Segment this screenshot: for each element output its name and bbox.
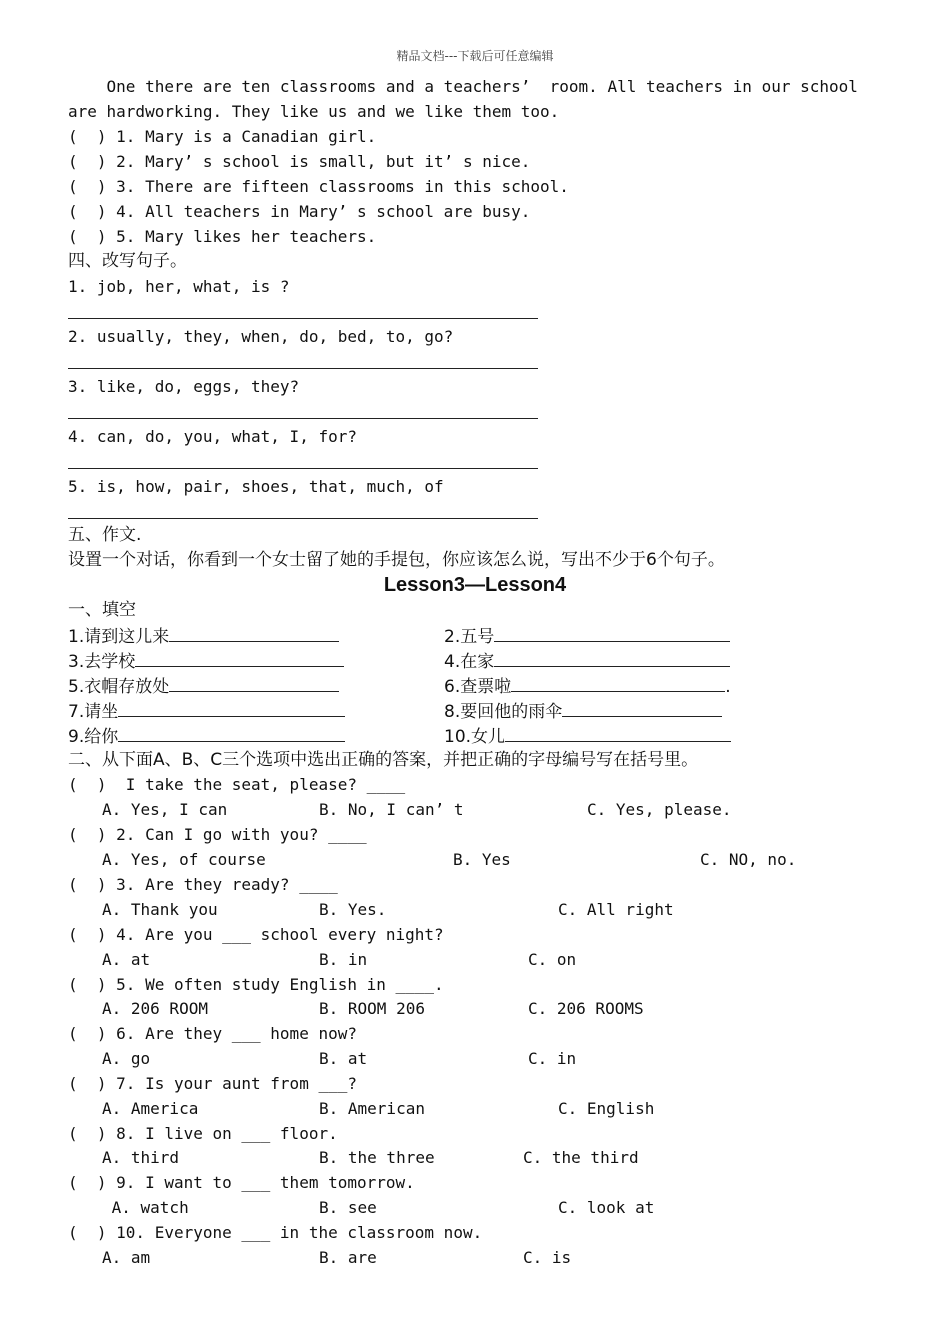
mc-question: ( ) 8. I live on ___ floor.: [68, 1124, 338, 1143]
mc-question: ( ) 4. Are you ___ school every night?: [68, 925, 444, 944]
tf-item: ( ) 2. Mary’ s school is small, but it’ s nice.: [68, 152, 531, 171]
section-heading: 五、作文.: [68, 525, 142, 545]
mc-question: ( ) 5. We often study English in ____.: [68, 975, 444, 994]
passage-line: are hardworking. They like us and we like them too.: [68, 102, 560, 121]
mc-option-a: A. Thank you: [102, 900, 218, 919]
mc-option-b: B. ROOM 206: [319, 999, 425, 1018]
fill-item: 6.查票啦 .: [444, 677, 731, 697]
mc-option-a: A. am: [102, 1248, 151, 1267]
mc-option-a: A. 206 ROOM: [102, 999, 208, 1018]
tf-item: ( ) 3. There are fifteen classrooms in this school.: [68, 177, 569, 196]
mc-option-a: A. go: [102, 1049, 151, 1068]
mc-option-c: C. look at: [558, 1198, 655, 1217]
mc-question: ( ) 6. Are they ___ home now?: [68, 1024, 357, 1043]
mc-option-b: B. No, I can’ t: [319, 800, 464, 819]
rewrite-item: 5. is, how, pair, shoes, that, much, of: [68, 477, 444, 496]
rewrite-item: 1. job, her, what, is ?: [68, 277, 290, 296]
fill-item: 10.女儿: [444, 725, 731, 747]
mc-option-c: C. the third: [523, 1148, 639, 1167]
answer-line: [68, 318, 538, 319]
mc-question: ( ) 9. I want to ___ them tomorrow.: [68, 1173, 415, 1192]
rewrite-item: 3. like, do, eggs, they?: [68, 377, 300, 396]
passage-line: One there are ten classrooms and a teachers’ room. All teachers in our school: [68, 77, 858, 96]
mc-option-a: A. America: [102, 1099, 199, 1118]
mc-option-c: C. on: [528, 950, 577, 969]
mc-option-a: A. Yes, of course: [102, 850, 266, 869]
mc-option-c: C. All right: [558, 900, 674, 919]
fill-item: 7.请坐: [68, 700, 345, 722]
mc-question: ( ) I take the seat, please? ____: [68, 775, 406, 794]
tf-item: ( ) 4. All teachers in Mary’ s school are busy.: [68, 202, 531, 221]
section-heading: 一、填空: [68, 600, 136, 620]
mc-option-b: B. in: [319, 950, 368, 969]
fill-item: 4.在家: [444, 650, 730, 672]
mc-question: ( ) 10. Everyone ___ in the classroom now.: [68, 1223, 483, 1242]
answer-line: [68, 518, 538, 519]
mc-option-a: A. at: [102, 950, 151, 969]
answer-line: [68, 468, 538, 469]
mc-question: ( ) 2. Can I go with you? ____: [68, 825, 367, 844]
section-heading: 二、从下面A、B、C三个选项中选出正确的答案，并把正确的字母编号写在括号里。: [68, 750, 699, 770]
mc-option-c: C. English: [558, 1099, 655, 1118]
lesson-title: Lesson3—Lesson4: [383, 574, 567, 596]
mc-option-c: C. Yes, please.: [587, 800, 732, 819]
mc-option-b: B. the three: [319, 1148, 435, 1167]
fill-item: 3.去学校: [68, 650, 344, 672]
mc-option-c: C. NO, no.: [700, 850, 797, 869]
mc-option-b: B. at: [319, 1049, 368, 1068]
tf-item: ( ) 1. Mary is a Canadian girl.: [68, 127, 377, 146]
mc-question: ( ) 3. Are they ready? ____: [68, 875, 338, 894]
mc-option-a: A. watch: [102, 1198, 189, 1217]
answer-line: [68, 368, 538, 369]
mc-option-c: C. in: [528, 1049, 577, 1068]
mc-question: ( ) 7. Is your aunt from ___?: [68, 1074, 357, 1093]
rewrite-item: 2. usually, they, when, do, bed, to, go?: [68, 327, 454, 346]
section-heading: 四、改写句子。: [68, 251, 187, 271]
fill-item: 5.衣帽存放处: [68, 675, 339, 697]
mc-option-b: B. Yes: [453, 850, 511, 869]
fill-item: 9.给你: [68, 725, 345, 747]
page-header: 精品文档---下载后可任意编辑: [396, 49, 554, 63]
mc-option-b: B. are: [319, 1248, 377, 1267]
mc-option-a: A. Yes, I can: [102, 800, 228, 819]
mc-option-a: A. third: [102, 1148, 180, 1167]
mc-option-c: C. 206 ROOMS: [528, 999, 644, 1018]
fill-item: 8.要回他的雨伞: [444, 700, 722, 722]
fill-item: 2.五号: [444, 625, 730, 647]
mc-option-c: C. is: [523, 1248, 572, 1267]
mc-option-b: B. Yes.: [319, 900, 387, 919]
essay-prompt: 设置一个对话，你看到一个女士留了她的手提包，你应该怎么说，写出不少于6个句子。: [68, 550, 725, 570]
mc-option-b: B. see: [319, 1198, 377, 1217]
mc-option-b: B. American: [319, 1099, 425, 1118]
tf-item: ( ) 5. Mary likes her teachers.: [68, 227, 377, 246]
answer-line: [68, 418, 538, 419]
fill-item: 1.请到这儿来: [68, 625, 339, 647]
rewrite-item: 4. can, do, you, what, I, for?: [68, 427, 357, 446]
